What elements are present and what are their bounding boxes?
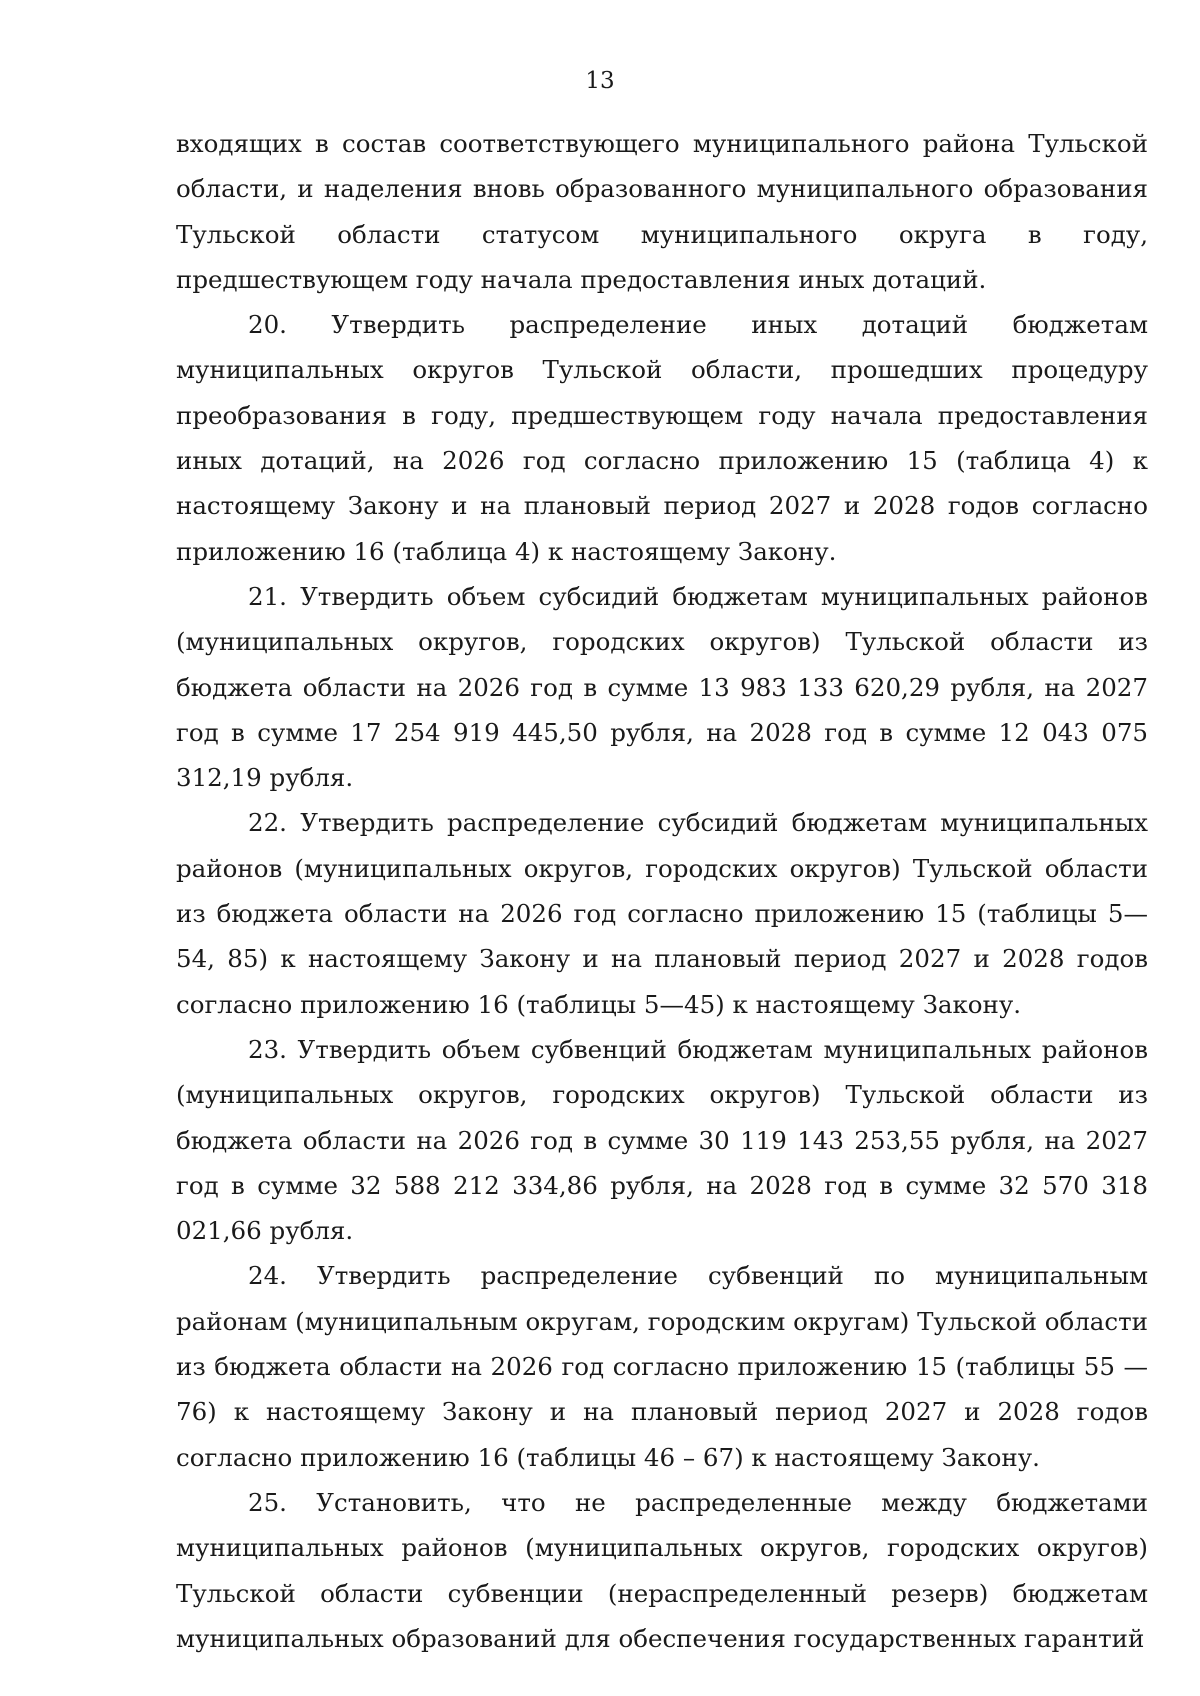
- paragraph-item-20: 20. Утвердить распределение иных дотаций бюджетам муниципальных округов Тульской области, прошедших процедуру преобразования в году, предшествующем году начала предоставления иных дотаций, на 2026 год согласно приложению 15 (таблица 4) к настоящему Закону и на плановый период 2027 и 2028 годов согласно приложению 16 (таблица 4) к настоящему Закону.: [176, 310, 1148, 566]
- paragraph-item-25: 25. Установить, что не распределенные между бюджетами муниципальных районов (муниципальных округов, городских округов) Тульской области субвенции (нераспределенный резерв) бюджетам муниципальных образований для обеспечения государственных гарантий: [176, 1487, 1148, 1653]
- document-body: [176, 121, 1148, 1661]
- paragraph-item-23: 23. Утвердить объем субвенций бюджетам муниципальных районов (муниципальных округов, городских округов) Тульской области из бюджета области на 2026 год в сумме 30 119 143 253,55 рубля, на 2027 год в сумме 32 588 212 334,86 рубля, на 2028 год в сумме 32 570 318 021,66 рубля.: [176, 1034, 1148, 1246]
- paragraph-item-24: 24. Утвердить распределение субвенций по муниципальным районам (муниципальным округам, городским округам) Тульской области из бюджета области на 2026 год согласно приложению 15 (таблицы 55 — 76) к настоящему Закону и на плановый период 2027 и 2028 годов согласно приложению 16 (таблицы 46 – 67) к настоящему Закону.: [176, 1261, 1148, 1472]
- page-number: 13: [585, 68, 615, 94]
- paragraph-item-22: 22. Утвердить распределение субсидий бюджетам муниципальных районов (муниципальных округов, городских округов) Тульской области из бюджета области на 2026 год согласно приложению 15 (таблицы 5—54, 85) к настоящему Закону и на плановый период 2027 и 2028 годов согласно приложению 16 (таблицы 5—45) к настоящему Закону.: [176, 808, 1148, 1019]
- paragraph-item-21: 21. Утвердить объем субсидий бюджетам муниципальных районов (муниципальных округов, городских округов) Тульской области из бюджета области на 2026 год в сумме 13 983 133 620,29 рубля, на 2027 год в сумме 17 254 919 445,50 рубля, на 2028 год в сумме 12 043 075 312,19 рубля.: [176, 581, 1148, 793]
- paragraph-continuation: входящих в состав соответствующего муниципального района Тульской области, и наделения вновь образованного муниципального образования Тульской области статусом муниципального округа в году, предшествующем году начала предоставления иных дотаций.: [176, 129, 1148, 294]
